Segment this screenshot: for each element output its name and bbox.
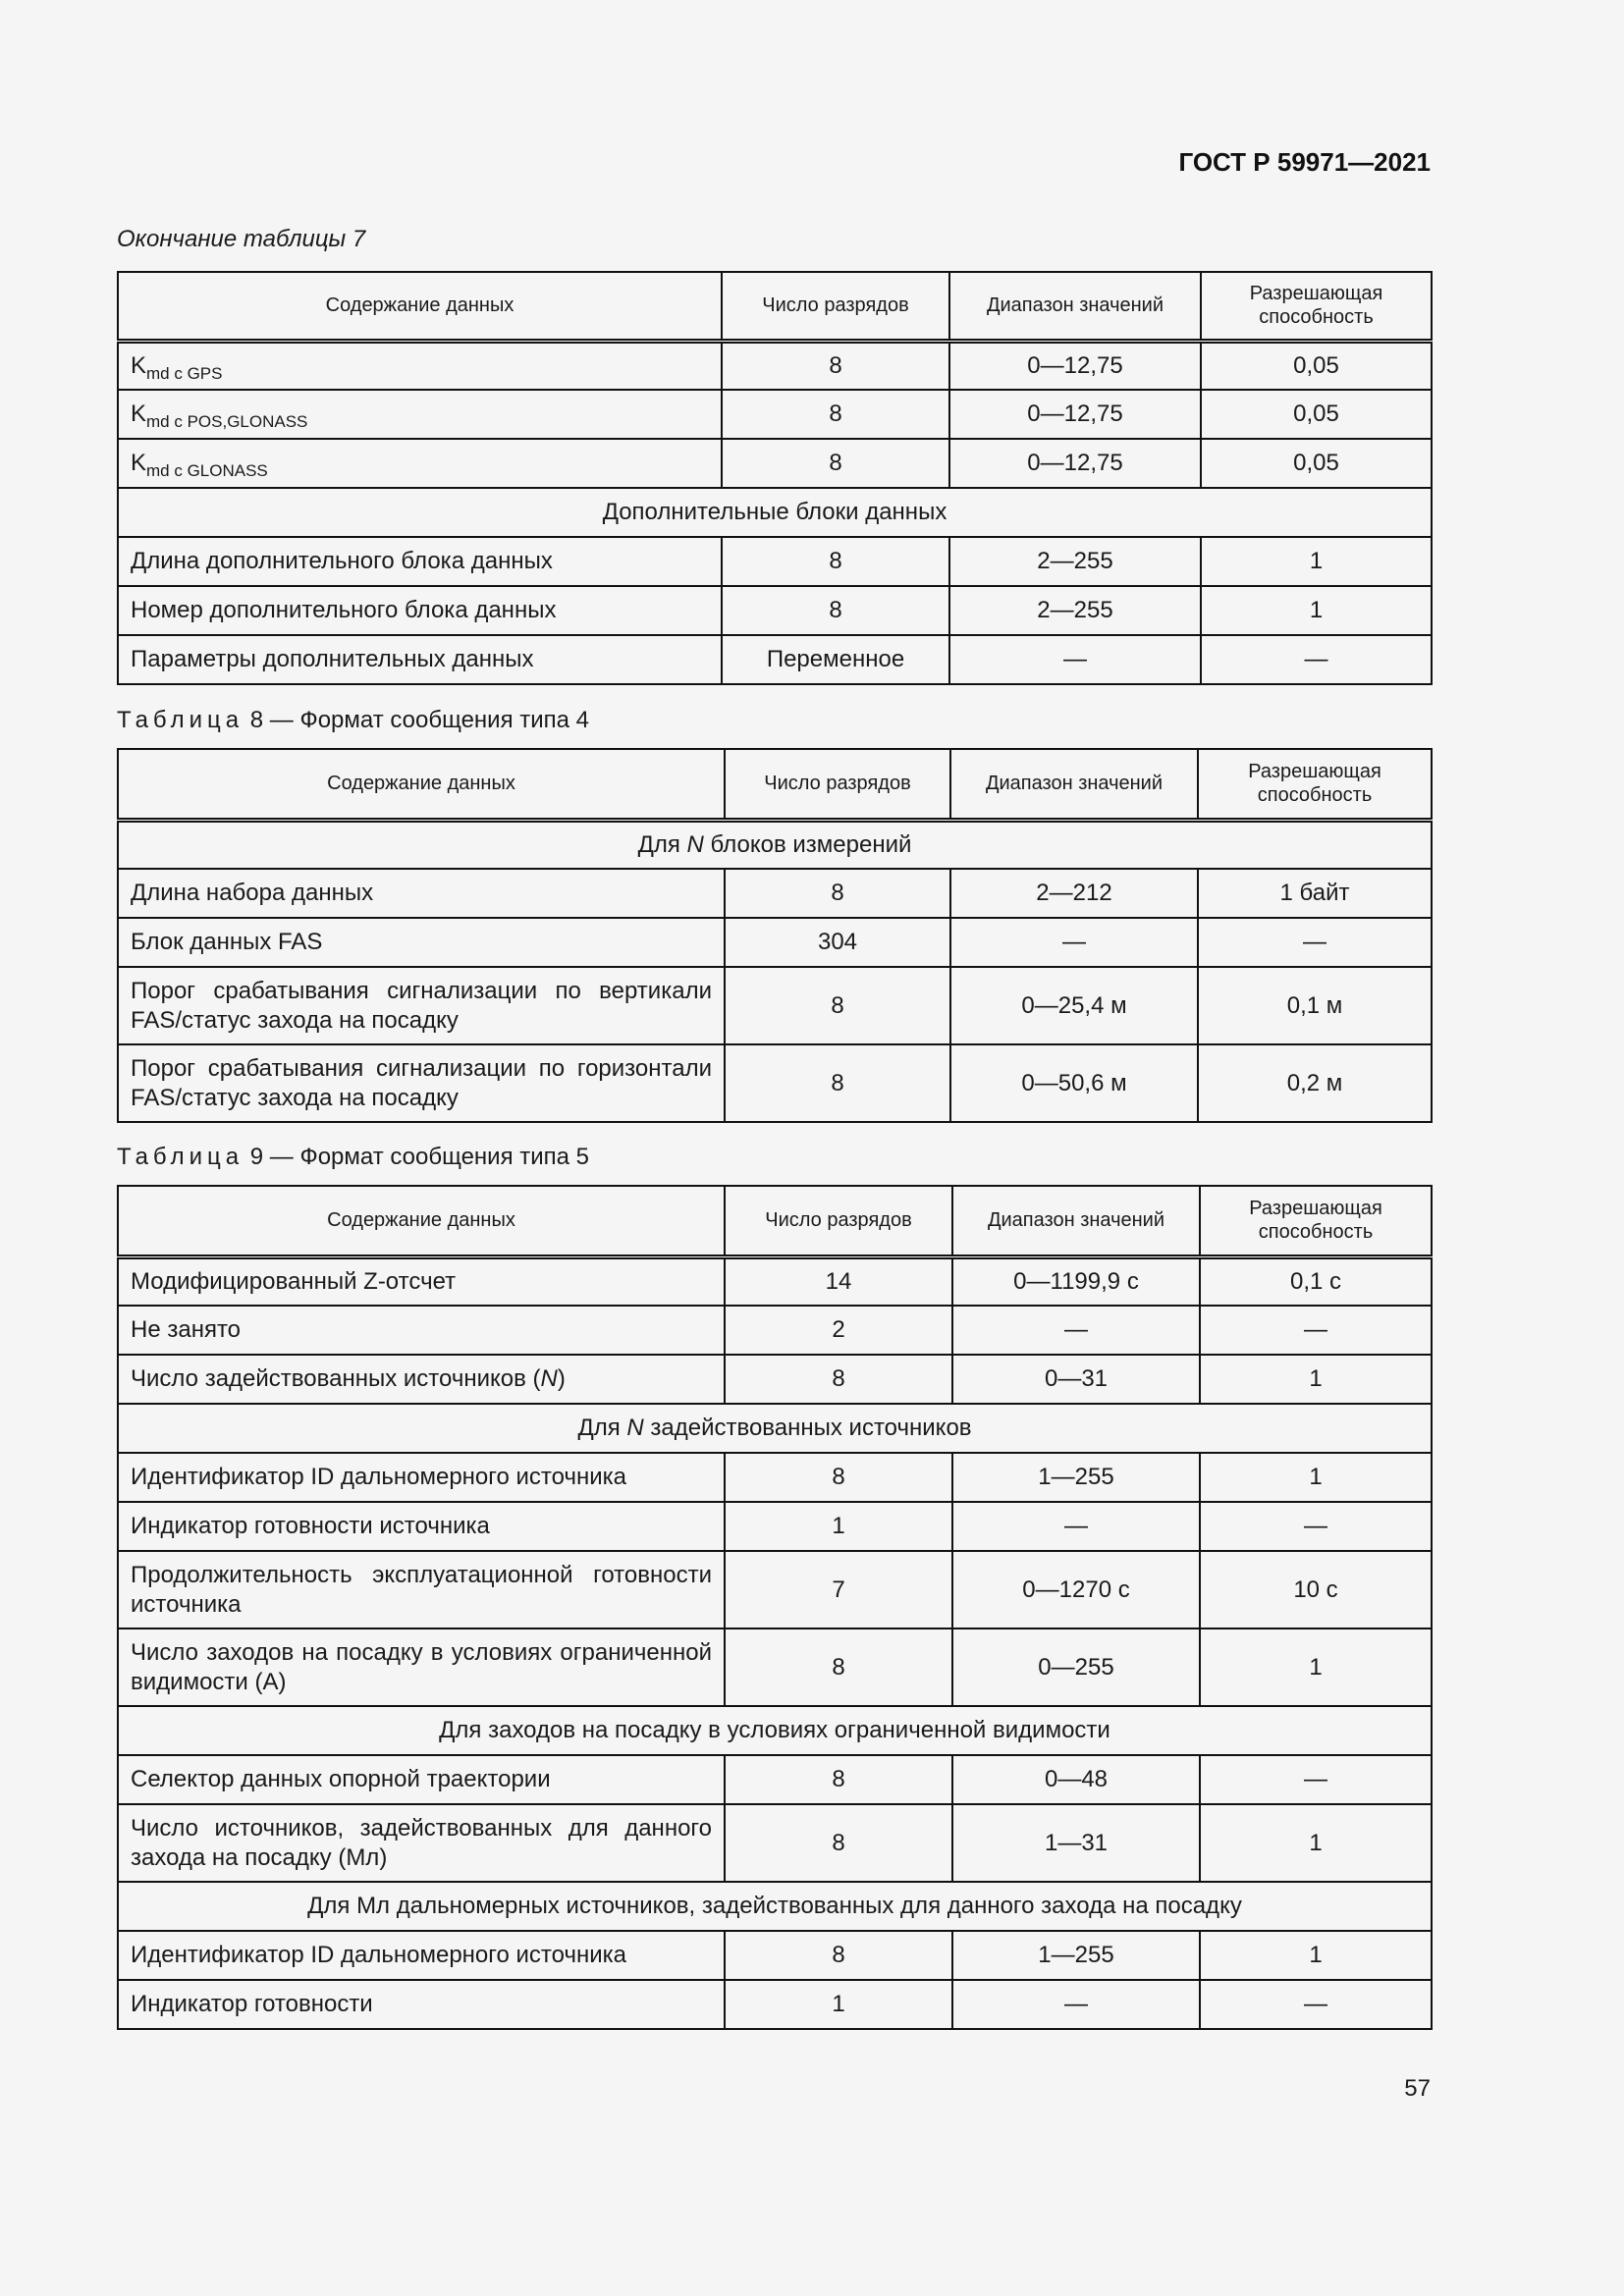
cell-bits: 8 [725,869,950,918]
cell-range: 1—255 [952,1453,1200,1502]
col-header-content: Содержание данных [118,1186,725,1256]
table-row [118,390,1432,439]
cell-resolution: 0,1 с [1200,1256,1432,1306]
section-row [118,820,1432,869]
table9 [117,1185,1433,2030]
cell-range: 0—12,75 [949,341,1201,390]
col-header-bits: Число разрядов [725,749,950,820]
cell-content: Параметры дополнительных данных [118,635,722,684]
table-row [118,1980,1432,2029]
cell-bits: 304 [725,918,950,967]
section-title: Для N блоков измерений [118,820,1432,869]
cell-bits: 14 [725,1256,952,1306]
cell-content: Индикатор готовности [118,1980,725,2029]
standard-code: ГОСТ Р 59971—2021 [1178,147,1431,177]
cell-resolution: 1 [1200,1629,1432,1706]
cell-resolution: 1 байт [1198,869,1432,918]
table-row [118,1551,1432,1629]
cell-resolution: 1 [1200,1804,1432,1882]
col-header-resolution: Разрешающая способность [1198,749,1432,820]
cell-content: Длина дополнительного блока данных [118,537,722,586]
cell-content: Продолжительность эксплуатационной готовности источника [118,1551,725,1629]
section-row [118,1706,1432,1755]
col-header-range: Диапазон значений [952,1186,1200,1256]
cell-resolution: 1 [1200,1355,1432,1404]
cell-resolution: — [1200,1306,1432,1355]
table-row [118,967,1432,1044]
cell-content: Блок данных FAS [118,918,725,967]
cell-content: Длина набора данных [118,869,725,918]
table-row [118,1306,1432,1355]
table9-caption: Таблица 9 — Формат сообщения типа 5 [117,1144,590,1170]
table-row [118,1755,1432,1804]
section-title: Дополнительные блоки данных [118,488,1432,537]
table-row [118,537,1432,586]
table-row [118,439,1432,488]
cell-range: 2—212 [950,869,1198,918]
cell-bits: 8 [725,1453,952,1502]
cell-resolution: — [1200,1502,1432,1551]
col-header-bits: Число разрядов [722,272,949,341]
cell-bits: 1 [725,1980,952,2029]
table-row [118,1044,1432,1122]
table-row [118,1629,1432,1706]
table8 [117,748,1433,1123]
table-row [118,1355,1432,1404]
table-row [118,918,1432,967]
cell-content: Порог срабатывания сигнализации по вертикали FAS/статус захода на посадку [118,967,725,1044]
cell-resolution: 0,05 [1201,341,1432,390]
col-header-resolution: Разрешающая способность [1201,272,1432,341]
cell-resolution: 1 [1200,1453,1432,1502]
cell-range: 0—31 [952,1355,1200,1404]
cell-content: Не занято [118,1306,725,1355]
col-header-range: Диапазон значений [949,272,1201,341]
cell-content: Идентификатор ID дальномерного источника [118,1453,725,1502]
cell-content: $K_{md с GLONASS}$ [118,439,722,488]
cell-range: 0—50,6 м [950,1044,1198,1122]
cell-resolution: 0,05 [1201,390,1432,439]
cell-resolution: 10 с [1200,1551,1432,1629]
table8-caption: Таблица 8 — Формат сообщения типа 4 [117,707,590,733]
section-row [118,1882,1432,1931]
cell-content: Модифицированный Z-отсчет [118,1256,725,1306]
table-row [118,1256,1432,1306]
col-header-range: Диапазон значений [950,749,1198,820]
cell-content: $K_{md с GPS}$ [118,341,722,390]
cell-range: 0—48 [952,1755,1200,1804]
cell-content: Число источников, задействованных для данного захода на посадку (Мл) [118,1804,725,1882]
cell-range: 0—1199,9 с [952,1256,1200,1306]
table-row [118,1804,1432,1882]
cell-resolution: 1 [1200,1931,1432,1980]
cell-bits: 8 [722,586,949,635]
table7-caption: Окончание таблицы 7 [117,226,366,252]
col-header-content: Содержание данных [118,272,722,341]
cell-bits: 8 [725,1804,952,1882]
cell-resolution: 0,2 м [1198,1044,1432,1122]
cell-resolution: 1 [1201,586,1432,635]
col-header-bits: Число разрядов [725,1186,952,1256]
table-row [118,635,1432,684]
cell-range: 1—31 [952,1804,1200,1882]
cell-resolution: 1 [1201,537,1432,586]
cell-range: — [950,918,1198,967]
cell-bits: 8 [722,537,949,586]
cell-resolution: 0,1 м [1198,967,1432,1044]
cell-bits: 7 [725,1551,952,1629]
table-row [118,341,1432,390]
cell-resolution: — [1200,1980,1432,2029]
cell-bits: 8 [722,439,949,488]
col-header-resolution: Разрешающая способность [1200,1186,1432,1256]
cell-content: Число заходов на посадку в условиях ограниченной видимости (А) [118,1629,725,1706]
cell-bits: 8 [722,341,949,390]
cell-bits: 8 [725,1355,952,1404]
cell-bits: Переменное [722,635,949,684]
cell-bits: 8 [725,967,950,1044]
cell-bits: 8 [725,1044,950,1122]
cell-bits: 8 [725,1629,952,1706]
section-title: Для N задействованных источников [118,1404,1432,1453]
cell-range: 0—255 [952,1629,1200,1706]
page-number: 57 [1404,2075,1431,2102]
cell-bits: 8 [722,390,949,439]
cell-content: Порог срабатывания сигнализации по горизонтали FAS/статус захода на посадку [118,1044,725,1122]
cell-content: Индикатор готовности источника [118,1502,725,1551]
cell-range: 0—1270 с [952,1551,1200,1629]
cell-range: — [952,1980,1200,2029]
cell-range: — [952,1502,1200,1551]
cell-content: Номер дополнительного блока данных [118,586,722,635]
cell-range: 2—255 [949,537,1201,586]
cell-content: Число задействованных источников (N) [118,1355,725,1404]
cell-content: $K_{md с POS,GLONASS}$ [118,390,722,439]
cell-resolution: — [1200,1755,1432,1804]
cell-content: Идентификатор ID дальномерного источника [118,1931,725,1980]
section-title: Для Мл дальномерных источников, задействованных для данного захода на посадку [118,1882,1432,1931]
table-row [118,1453,1432,1502]
table-row [118,1502,1432,1551]
cell-range: 1—255 [952,1931,1200,1980]
cell-range: 0—12,75 [949,439,1201,488]
table-row [118,586,1432,635]
cell-range: — [952,1306,1200,1355]
cell-resolution: — [1201,635,1432,684]
section-row [118,488,1432,537]
cell-range: 0—25,4 м [950,967,1198,1044]
cell-range: 2—255 [949,586,1201,635]
cell-bits: 1 [725,1502,952,1551]
cell-bits: 8 [725,1755,952,1804]
table7 [117,271,1433,685]
cell-resolution: 0,05 [1201,439,1432,488]
cell-bits: 8 [725,1931,952,1980]
table-row [118,869,1432,918]
table-row [118,1931,1432,1980]
cell-range: — [949,635,1201,684]
col-header-content: Содержание данных [118,749,725,820]
section-title: Для заходов на посадку в условиях ограниченной видимости [118,1706,1432,1755]
section-row [118,1404,1432,1453]
cell-bits: 2 [725,1306,952,1355]
cell-content: Селектор данных опорной траектории [118,1755,725,1804]
cell-resolution: — [1198,918,1432,967]
cell-range: 0—12,75 [949,390,1201,439]
